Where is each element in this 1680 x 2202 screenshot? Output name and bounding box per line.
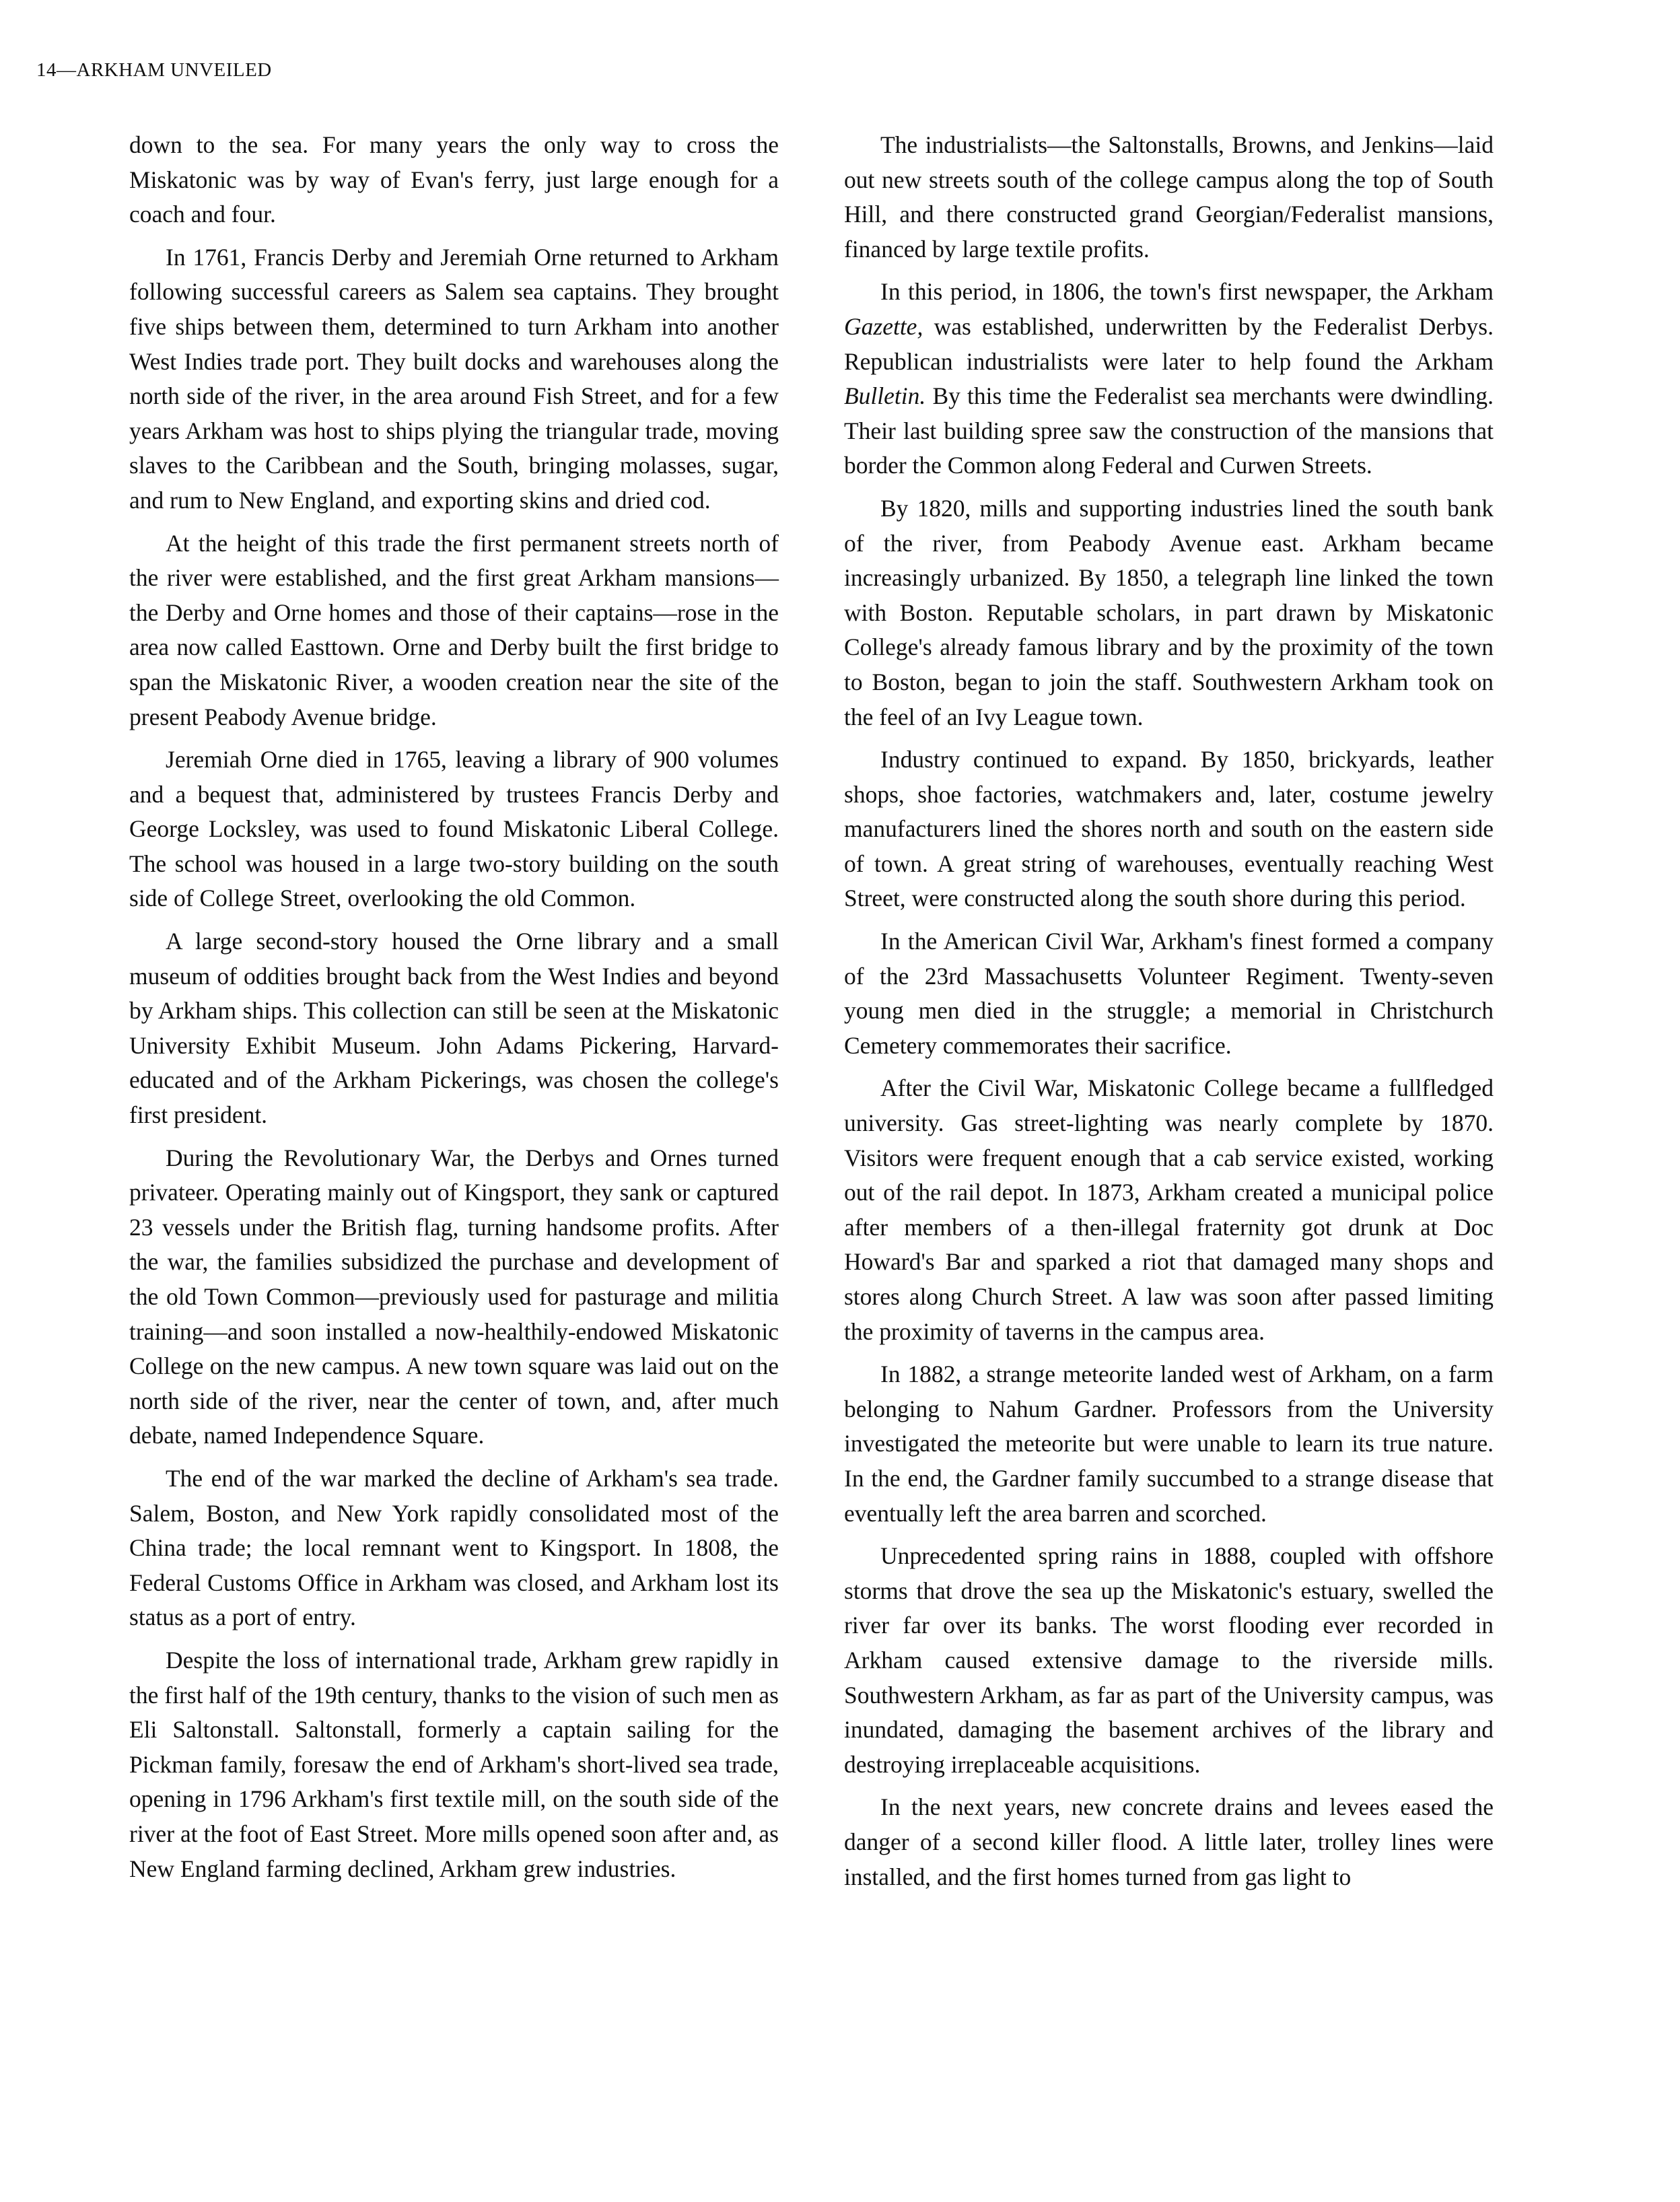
right-column [844,128,1494,1902]
paragraph: Despite the loss of international trade, Arkham grew rapidly in the first half of the 19th century, thanks to the vision of such men as Eli Saltonstall. Saltonstall, formerly a captain sailing for the Pickman family, foresaw the end of Arkham's short-lived sea trade, opening in 1796 Arkham's first textile mill, on the south side of the river at the foot of East Street. More mills opened soon after and, as New England farming declined, Arkham grew industries. [129,1646,779,1882]
paragraph: A large second-story housed the Orne library and a small museum of oddities brought back from the West Indies and beyond by Arkham ships. This collection can still be seen at the Miskatonic University Exhibit Museum. John Adams Pickering, Harvard-educated and of the Arkham Pickerings, was chosen the college's first president. [129,928,779,1129]
paragraph-newspapers [844,275,1494,483]
paragraph: Industry continued to expand. By 1850, brickyards, leather shops, shoe factories, watchmakers and, later, costume jewelry manufacturers lined the shores north and south on the eastern side of town. A great string of warehouses, eventually reaching West Street, were constructed along the south shore during this period. [844,746,1494,912]
paragraph: During the Revolutionary War, the Derbys and Ornes turned privateer. Operating mainly out of Kingsport, they sank or captured 23 vessels under the British flag, turning handsome profits. After the war, the families subsidized the purchase and development of the old Town Common—previously used for pasturage and militia training—and soon installed a now-healthily-endowed Miskatonic College on the new campus. A new town square was laid out on the north side of the river, near the center of town, and, after much debate, named Independence Square. [129,1144,779,1449]
text-span: In this period, in 1806, the town's first newspaper, the Arkham [880,278,1494,306]
paragraph: In the American Civil War, Arkham's finest formed a company of the 23rd Massachusetts Volunteer Regiment. Twenty-seven young men died in the struggle; a memorial in Christchurch Cemetery commemorates their sacrifice. [844,928,1494,1059]
paragraph: In the next years, new concrete drains and levees eased the danger of a second killer flood. A little later, trolley lines were installed, and the first homes turned from gas light to [844,1793,1494,1890]
running-header: 14—ARKHAM UNVEILED [36,59,272,81]
left-column [129,128,779,1894]
paragraph: Jeremiah Orne died in 1765, leaving a library of 900 volumes and a bequest that, administered by trustees Francis Derby and George Locksley, was used to found Miskatonic Liberal College. The school was housed in a large two-story building on the south side of College Street, overlooking the old Common. [129,746,779,912]
text-span: By this time the Federalist sea merchants were dwindling. Their last building spree saw the construction of the mansions that border the Common along Federal and Curwen Streets. [844,382,1494,479]
paragraph: By 1820, mills and supporting industries lined the south bank of the river, from Peabody Avenue east. Arkham became increasingly urbanized. By 1850, a telegraph line linked the town with Boston. Reputable scholars, in part drawn by Miskatonic College's already famous library and by the proximity of the town to Boston, began to join the staff. Southwestern Arkham took on the feel of an Ivy League town. [844,494,1494,730]
paragraph: At the height of this trade the first permanent streets north of the river were established, and the first great Arkham mansions—the Derby and Orne homes and those of their captains—rose in the area now called Easttown. Orne and Derby built the first bridge to span the Miskatonic River, a wooden creation near the site of the present Peabody Avenue bridge. [129,529,779,730]
newspaper-title-bulletin: Bulletin. [844,382,926,410]
paragraph: down to the sea. For many years the only way to cross the Miskatonic was by way of Evan's ferry, just large enough for a coach and four. [129,131,779,228]
paragraph: The end of the war marked the decline of Arkham's sea trade. Salem, Boston, and New York rapidly consolidated most of the China trade; the local remnant went to Kingsport. In 1808, the Federal Customs Office in Arkham was closed, and Arkham lost its status as a port of entry. [129,1464,779,1631]
paragraph: In 1882, a strange meteorite landed west of Arkham, on a farm belonging to Nahum Gardner. Professors from the University investigated the meteorite but were unable to learn its true nature. In the end, the Gardner family succumbed to a strange disease that eventually left the area barren and scorched. [844,1361,1494,1527]
paragraph: After the Civil War, Miskatonic College became a fullfledged university. Gas street-lighting was nearly complete by 1870. Visitors were frequent enough that a cab service existed, working out of the rail depot. In 1873, Arkham created a municipal police after members of a then-illegal fraternity got drunk at Doc Howard's Bar and sparked a riot that damaged many shops and stores along Church Street. A law was soon after passed limiting the proximity of taverns in the campus area. [844,1074,1494,1345]
text-span: was established, underwritten by the Federalist Derbys. Republican industrialists were later to help found the Arkham [844,312,1494,375]
newspaper-title-gazette: Gazette, [844,312,923,340]
paragraph: Unprecedented spring rains in 1888, coupled with offshore storms that drove the sea up the Miskatonic's estuary, swelled the river far over its banks. The worst flooding ever recorded in Arkham caused extensive damage to the riverside mills. Southwestern Arkham, as far as part of the University campus, was inundated, damaging the basement archives of the library and destroying irreplaceable acquisitions. [844,1542,1494,1778]
paragraph: The industrialists—the Saltonstalls, Browns, and Jenkins—laid out new streets south of the college campus along the top of South Hill, and there constructed grand Georgian/Federalist mansions, financed by large textile profits. [844,131,1494,263]
paragraph: In 1761, Francis Derby and Jeremiah Orne returned to Arkham following successful careers as Salem sea captains. They brought five ships between them, determined to turn Arkham into another West Indies trade port. They built docks and warehouses along the north side of the river, in the area around Fish Street, and for a few years Arkham was host to ships plying the triangular trade, moving slaves to the Caribbean and the South, bringing molasses, sugar, and rum to New England, and exporting skins and dried cod. [129,243,779,514]
